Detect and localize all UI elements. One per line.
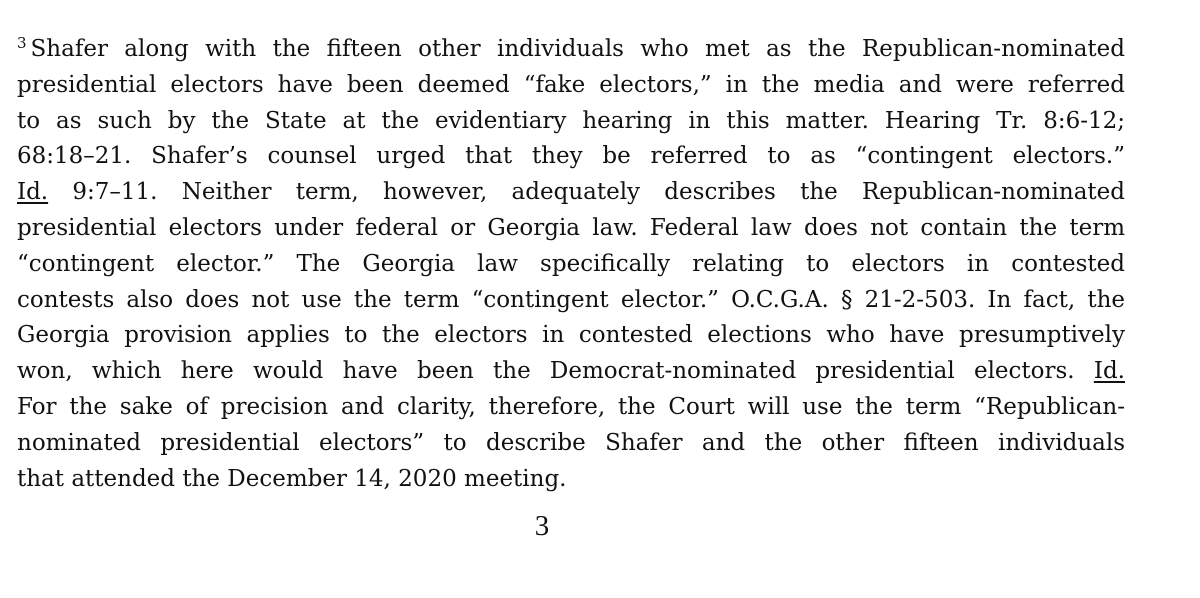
footnote-3 <box>17 26 1125 497</box>
footnote-text: 68:18–21. Shafer’s counsel urged that they be referred to as “contingent electors.” <box>17 143 1125 170</box>
footnote-text: Georgia provision applies to the electors in contested elections who have presumptively <box>17 322 1125 349</box>
footnote-line-2 <box>17 68 1125 104</box>
footnote-line-5 <box>17 175 1125 211</box>
footnote-line-7 <box>17 247 1125 283</box>
footnote-line-11 <box>17 390 1125 426</box>
footnote-line-3 <box>17 104 1125 140</box>
footnote-line-8 <box>17 283 1125 319</box>
footnote-marker: 3 <box>17 34 27 52</box>
footnote-line-13 <box>17 462 1125 498</box>
footnote-line-10 <box>17 354 1125 390</box>
footnote-text: contests also does not use the term “contingent elector.” O.C.G.A. § 21-2-503. In fact, the <box>17 286 1125 313</box>
footnote-text: “contingent elector.” The Georgia law specifically relating to electors in contested <box>17 250 1125 277</box>
footnote-line-9 <box>17 318 1125 354</box>
footnote-text: presidential electors under federal or Georgia law. Federal law does not contain the term <box>17 214 1125 241</box>
footnote-text: that attended the December 14, 2020 meeting. <box>17 465 567 492</box>
footnote-line-12 <box>17 426 1125 462</box>
footnote-text: won, which here would have been the Democrat-nominated presidential electors. <box>17 358 1094 385</box>
page-number: 3 <box>534 510 550 542</box>
citation-id: Id. <box>17 179 49 206</box>
footnote-text: nominated presidential electors” to describe Shafer and the other fifteen individuals <box>17 429 1125 456</box>
footnote-line-6 <box>17 211 1125 247</box>
footnote-text: For the sake of precision and clarity, therefore, the Court will use the term “Republican- <box>17 393 1125 420</box>
footnote-line-4 <box>17 139 1125 175</box>
citation-id: Id. <box>1093 358 1125 385</box>
footnote-text: to as such by the State at the evidentiary hearing in this matter. Hearing Tr. 8:6-12; <box>17 107 1125 134</box>
footnote-line-1 <box>17 26 1125 68</box>
footnote-text: 9:7–11. Neither term, however, adequately describes the Republican-nominated <box>48 179 1125 206</box>
footnote-text: presidential electors have been deemed “fake electors,” in the media and were referred <box>17 71 1125 98</box>
footnote-text: Shafer along with the fifteen other individuals who met as the Republican-nominated <box>30 36 1125 62</box>
